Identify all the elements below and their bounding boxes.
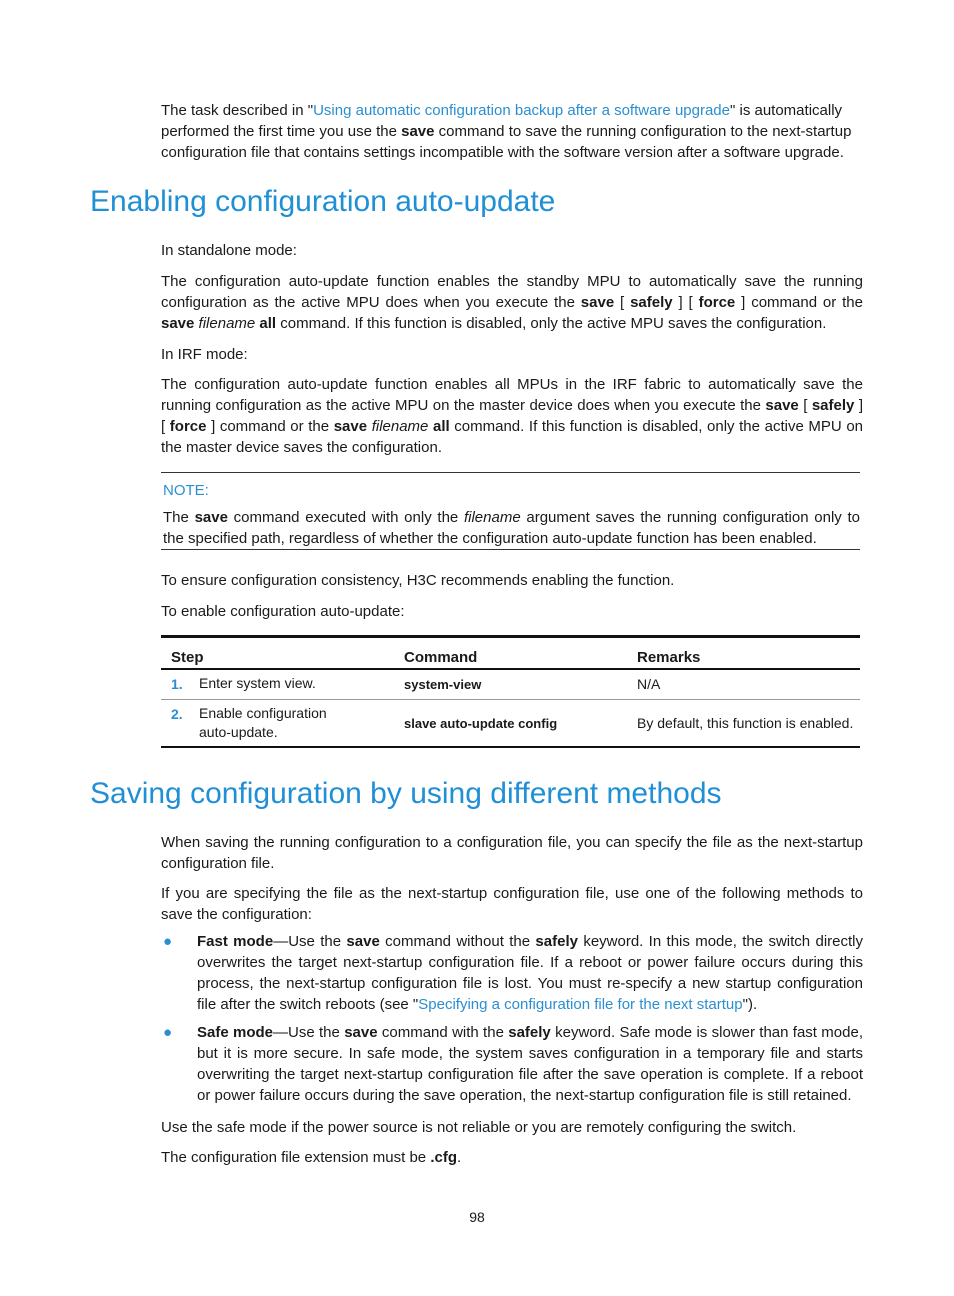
remarks-cell: [627, 700, 860, 748]
keyword-save: save: [401, 123, 435, 140]
command-text: slave auto-update config: [404, 715, 558, 731]
save-mode-list: [161, 931, 863, 1113]
table-row: [161, 700, 860, 748]
section-heading-auto-update: Enabling configuration auto-update: [90, 185, 556, 218]
intro-text: The task described in ": [161, 102, 314, 119]
header-step: Step: [161, 637, 394, 670]
step-cell: [161, 700, 394, 748]
note-text: The save command executed with only the filename argument saves the running configuration only to the specified path, regardless of whether the configuration auto-update function has been enabled.: [163, 509, 860, 547]
saving-paragraph-2: If you are specifying the file as the next-startup configuration file, use one of the following methods to save the configuration:: [161, 885, 863, 923]
intro-paragraph: [161, 100, 863, 163]
note-top-rule: [161, 472, 860, 473]
to-enable-text: To enable configuration auto-update:: [161, 603, 405, 620]
list-item-fast-mode: ● Fast mode—Use the save command without the safely keyword. In this mode, the switch directly overwrites the target next-startup configuration file. If a reboot or power failure occurs during this process, the next-startup configuration file is lost. You must re-specify a new startup configuration file after the switch reboots (see "Specifying a configuration file for the next startup").: [163, 933, 863, 1013]
header-command: Command: [394, 637, 627, 670]
step-number: 2.: [171, 706, 183, 722]
header-remarks: Remarks: [627, 637, 860, 670]
command-table: [161, 635, 860, 748]
irf-paragraph: The configuration auto-update function enables all MPUs in the IRF fabric to automatically save the running configuration as the active MPU on the master device does when you execute the save [ safely ] [ force ] command or the save filename all command. If this function is disabled, only the active MPU on the master device saves the configuration.: [161, 376, 864, 456]
note-label: NOTE:: [163, 482, 209, 499]
safe-mode-advice: Use the safe mode if the power source is not reliable or you are remotely configuring the switch.: [161, 1119, 797, 1136]
intro-text: " is automatically performed the first time you use the: [161, 102, 843, 140]
saving-paragraph-1: When saving the running configuration to a configuration file, you can specify the file as the next-startup configuration file.: [161, 834, 863, 872]
step-cell: [161, 669, 394, 700]
command-cell: [394, 700, 627, 748]
step-text: Enter system view.: [199, 675, 316, 691]
step-number: 1.: [171, 676, 183, 692]
remarks-text: N/A: [637, 676, 661, 692]
consistency-text: To ensure configuration consistency, H3C recommends enabling the function.: [161, 572, 675, 589]
command-text: system-view: [404, 677, 482, 692]
page-number: 98: [469, 1209, 485, 1225]
bullet-icon: ●: [163, 933, 173, 950]
irf-label: In IRF mode:: [161, 346, 248, 363]
intro-text: command to save the running configuration to the next-startup configuration file that contains settings incompatible with the software version after a software upgrade.: [161, 123, 852, 161]
bullet-icon: ●: [163, 1024, 173, 1041]
extension-text: The configuration file extension must be .cfg.: [161, 1149, 462, 1166]
next-startup-link[interactable]: Specifying a configuration file for the next startup: [418, 996, 743, 1013]
list-item-safe-mode: ● Safe mode—Use the save command with the safely keyword. Safe mode is slower than fast mode, but it is more secure. In safe mode, the system saves configuration in a temporary file and starts overwriting the target next-startup configuration file after the save operation is complete. If a reboot or power failure occurs during the save operation, the next-startup configuration file is still retained.: [163, 1024, 863, 1104]
remarks-text: By default, this function is enabled.: [637, 714, 854, 731]
standalone-label: In standalone mode:: [161, 242, 297, 259]
table-row: [161, 669, 860, 700]
command-cell: [394, 669, 627, 700]
step-text: Enable configuration auto-update.: [199, 705, 327, 740]
standalone-paragraph: The configuration auto-update function enables the standby MPU to automatically save the running configuration as the active MPU does when you execute the save [ safely ] [ force ] command or the save filename all command. If this function is disabled, only the active MPU saves the configuration.: [161, 273, 863, 332]
table-header-row: [161, 637, 860, 670]
section-heading-saving-methods: Saving configuration by using different methods: [90, 777, 722, 810]
note-bottom-rule: [161, 549, 860, 550]
intro-link[interactable]: Using automatic configuration backup after a software upgrade: [313, 102, 730, 119]
remarks-cell: [627, 669, 860, 700]
